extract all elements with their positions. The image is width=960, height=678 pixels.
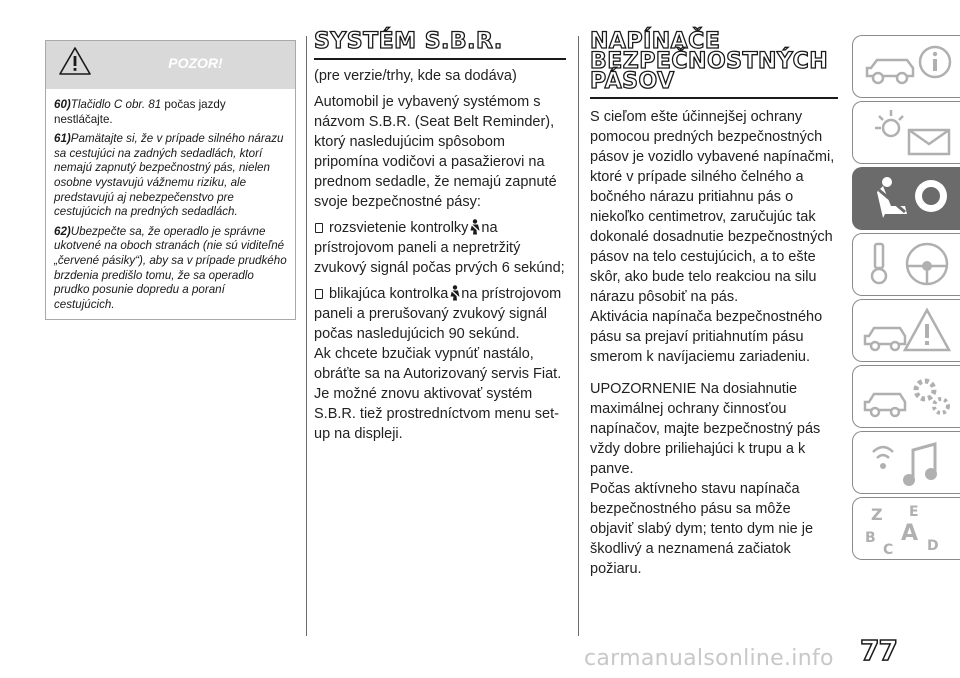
chapter-tab-safety[interactable]	[852, 167, 960, 230]
section-title-sbr: SYSTÉM S.B.R.	[314, 29, 503, 54]
index-letter: A	[901, 521, 919, 546]
warning-item-61: 61)Pamätajte si, že v prípade silného nárazu sa cestujúci na zadných sedadlách, ktorí nemajú zapnutý bezpečnostný pás, nielen osobne vystavujú vážnemu riziku, ale predstavujú aj nebezpečenstvo pre cestujúcich na predných sedadlách.	[54, 132, 284, 219]
chapter-tab-dashboard[interactable]	[852, 101, 960, 164]
pretensioners-p1: S cieľom ešte účinnejšej ochrany pomocou predných bezpečnostných pásov je vozidlo vybavené napínačmi, ktoré v prípade silného čelného a bočného nárazu pritiahnu pás o niekoľko centimetrov, zaručujúc tak dokonalé dosadnutie bezpečnostných pásov na telo cestujúcich, a to ešte skôr, ako bude telo reakciou na silu nárazu pôsobiť na pás.	[590, 109, 835, 305]
bullet-square-icon	[315, 289, 323, 299]
seat-airbag-icon	[861, 172, 960, 226]
dashboard-lights-icon	[861, 106, 960, 160]
chapter-tab-starting[interactable]	[852, 233, 960, 296]
sbr-subtitle: (pre verzie/trhy, kde sa dodáva)	[314, 68, 517, 84]
index-letter: C	[883, 542, 894, 556]
index-letter: D	[927, 538, 939, 554]
chapter-tab-emergency[interactable]	[852, 299, 960, 362]
emergency-road-icon	[861, 304, 960, 358]
maintenance-gears-icon	[861, 370, 960, 424]
bullet-square-icon	[315, 223, 323, 233]
sbr-section	[314, 29, 566, 444]
column-divider	[306, 36, 307, 636]
warning-item-62: 62)Ubezpečte sa, že operadlo je správne ukotvené na oboch stranách (nie sú viditeľné „červené pásiky“), aby sa v prípade prudkého brzdenia predišlo tomu, že sa operadlo prudko posunie dopredu a poraní cestujúcich.	[54, 224, 287, 311]
seatbelt-warning-icon	[469, 219, 481, 235]
car-info-icon	[861, 40, 960, 94]
sbr-outro: Ak chcete bzučiak vypnúť nastálo, obráťte sa na Autorizovaný servis Fiat. Je možné znovu aktivovať systém S.B.R. tiež prostredníctvom menu set-up na displeji.	[314, 346, 562, 442]
page-number: 77	[860, 634, 897, 667]
warning-header	[46, 41, 295, 89]
watermark: carmanualsonline.info	[584, 646, 834, 671]
warning-item-60: 60)Tlačidlo C obr. 81 počas jazdy nestláčajte.	[54, 98, 226, 126]
seatbelt-warning-icon	[449, 285, 461, 301]
warning-body	[46, 89, 295, 312]
sbr-bullet-2: blikajúca kontrolka na prístrojovom paneli a prerušovaný zvukový signál počas nasledujúcich 90 sekúnd.	[314, 286, 562, 342]
key-steering-icon	[861, 238, 960, 292]
sbr-bullet-1: rozsvietenie kontrolky na prístrojovom paneli a nepretržitý zvukový signál počas prvých 6 sekúnd;	[314, 220, 565, 276]
chapter-tab-multimedia[interactable]	[852, 431, 960, 494]
pretensioners-p2: Aktivácia napínača bezpečnostného pásu sa prejaví pritiahnutím pásu smerom k navíjaciemu zariadeniu.	[590, 309, 823, 365]
pretensioners-p4: Počas aktívneho stavu napínača bezpečnostného pásu sa môže objaviť slabý dym; tento dym nie je škodlivý a neznamená začiatok požiaru.	[590, 481, 814, 577]
multimedia-icon	[861, 436, 960, 490]
chapter-tab-index[interactable]	[852, 497, 960, 560]
pretensioners-section	[590, 29, 838, 579]
warning-box	[45, 40, 296, 320]
title-underline	[314, 58, 566, 60]
index-letter: E	[909, 504, 919, 520]
warning-title: POZOR!	[168, 55, 223, 71]
chapter-tab-maintenance[interactable]	[852, 365, 960, 428]
section-title-pretensioners: NAPÍNAČE BEZPEČNOSTNÝCH PÁSOV	[590, 29, 829, 94]
index-letter: Z	[871, 505, 883, 524]
alphabetical-index-icon	[861, 502, 960, 556]
sbr-intro: Automobil je vybavený systémom s názvom S.B.R. (Seat Belt Reminder), ktorý nasledujúcim spôsobom pripomína vodičovi a pasažierovi na prednom sedadle, že nemajú zapnuté svoje bezpečnostné pásy:	[314, 94, 557, 210]
chapter-tab-vehicle[interactable]	[852, 35, 960, 98]
index-letter: B	[865, 530, 876, 546]
pretensioners-warning: UPOZORNENIE Na dosiahnutie maximálnej ochrany činnosťou napínačov, majte bezpečnostný pás vždy dobre priliehajúci k trupu a k panve.	[590, 381, 821, 477]
column-divider	[578, 36, 579, 636]
